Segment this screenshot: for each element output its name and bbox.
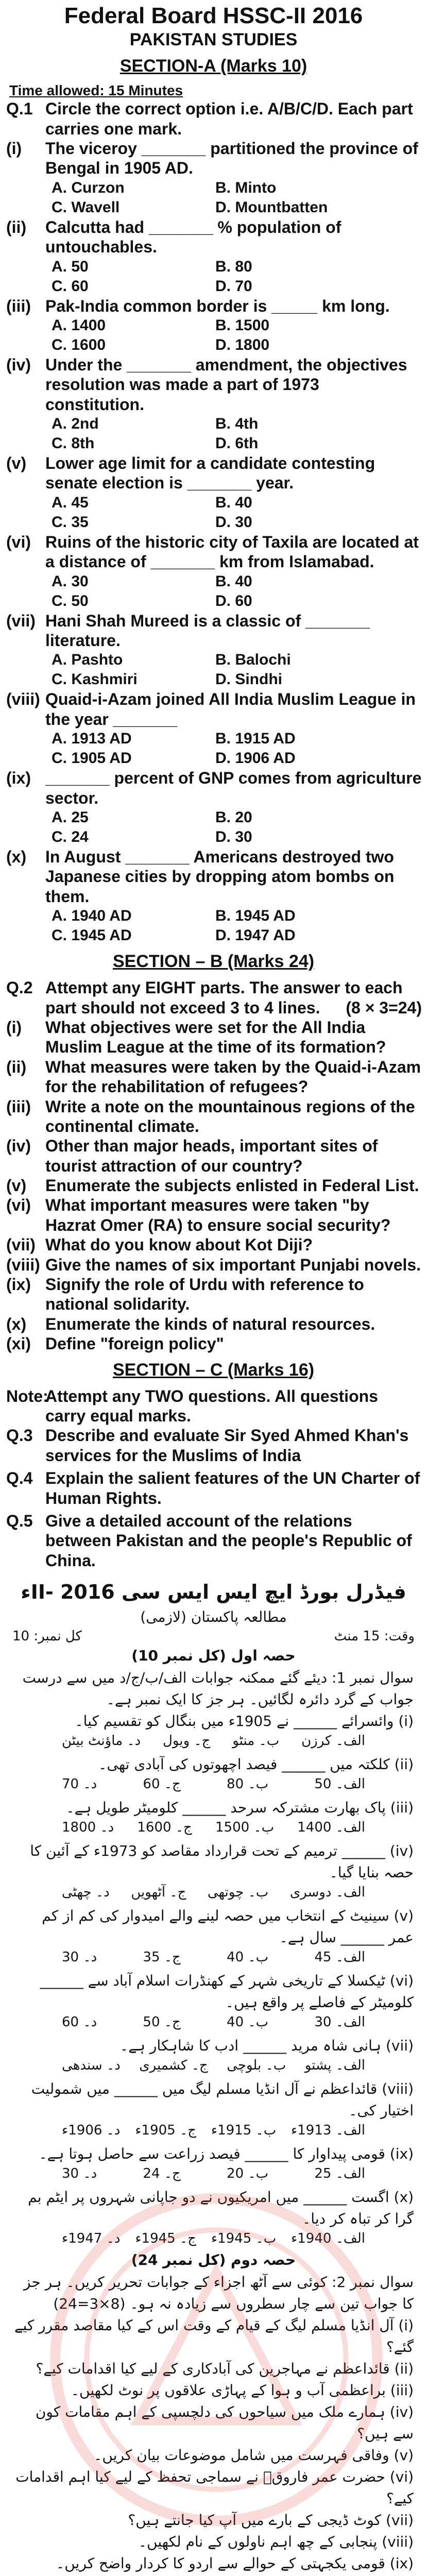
mcq-options-row — [52, 178, 379, 198]
urdu-mcq-option: ب۔ منٹو — [232, 1733, 280, 1749]
part-text: Define "foreign policy" — [45, 1334, 224, 1353]
mcq-options-row — [52, 650, 379, 670]
mcq-option: B. 80 — [215, 258, 252, 275]
urdu-part-text: (ix) قومی یکجہتی کے حوالے سے اردو کا کردار واضح کریں۔ — [56, 2555, 414, 2572]
mcq-options — [52, 572, 427, 611]
urdu-part-text: (v) وفاقی فہرست میں شامل موضوعات بیان کریں۔ — [94, 2447, 414, 2464]
part-number: (viii) — [6, 1255, 40, 1274]
mcq-options-row — [52, 572, 379, 591]
section-b-title: SECTION – B (Marks 24) — [112, 952, 315, 972]
mcq-number: (ix) — [6, 769, 31, 788]
urdu-mcq-options — [0, 1950, 427, 1965]
urdu-mcq-option: ب۔ چوتھی — [207, 1885, 269, 1901]
part-row — [0, 1097, 427, 1137]
mcq-number: (iv) — [6, 355, 31, 374]
urdu-mcq-text: (i) وائسرائے ______ نے 1905ء میں بنگال کو تقسیم کیا۔ — [75, 1713, 414, 1730]
urdu-mcq-text: (v) سینیٹ کے انتخاب میں حصہ لینے والے امیدوار کی کم از کم عمر ______ سال ہے۔ — [42, 1907, 414, 1946]
mcq-option: D. 70 — [215, 277, 252, 295]
urdu-mcq-option: الف۔ 25 — [314, 2166, 365, 2182]
urdu-mcq-options — [0, 2014, 427, 2030]
part-row — [0, 1314, 427, 1334]
mcq-option: B. 1500 — [215, 316, 270, 334]
mcq-text: Under the _______ amendment, the objectives resolution was made a part of 1973 constitution. — [45, 355, 407, 414]
mcq-options-row — [52, 316, 379, 335]
q1-instruction: Circle the correct option i.e. A/B/C/D. Each part carries one mark. — [45, 99, 413, 138]
mcq-option: B. 4th — [215, 415, 259, 433]
mcq-option: C. 60 — [52, 277, 89, 295]
mcq-options-row — [52, 591, 379, 611]
mcq-number: (v) — [6, 454, 27, 473]
urdu-mcq-option: د۔ 1947ء — [62, 2231, 121, 2247]
mcq-options-row — [52, 926, 379, 945]
part-row — [0, 1018, 427, 1057]
urdu-mcq-option: د۔ 60 — [62, 2014, 97, 2030]
q2-marks: (8 × 3=24) — [346, 998, 422, 1017]
section-c-title: SECTION – C (Marks 16) — [112, 1360, 315, 1380]
part-row — [0, 1275, 427, 1314]
paper-title: Federal Board HSSC-II 2016 — [64, 3, 363, 28]
mcq-number: (vii) — [6, 611, 36, 630]
mcq-row — [0, 689, 427, 729]
part-number: (iv) — [6, 1137, 31, 1156]
urdu-part-text: (vii) کوٹ ڈیجی کے بارے میں آپ کیا جانتے ہیں؟ — [128, 2512, 414, 2529]
mcq-text: In August _______ Americans destroyed two Japanese cities by dropping atom bombs on them. — [45, 848, 395, 906]
mcq-options — [52, 808, 427, 847]
mcq-option: B. Minto — [215, 179, 277, 196]
part-row — [0, 1136, 427, 1176]
mcq-row — [0, 139, 427, 178]
urdu-mcq-options — [0, 2231, 427, 2246]
urdu-mcq-option: ج۔ 24 — [143, 2166, 181, 2182]
urdu-mcq-option: ب۔ 40 — [227, 2014, 269, 2030]
urdu-mcq-text: (ix) قومی پیداوار کا ______ فیصد زراعت سے حاصل ہوتا ہے۔ — [39, 2145, 414, 2163]
section-c-question-list — [0, 1426, 427, 1570]
mcq-row — [0, 532, 427, 572]
mcq-option: D. Mountbatten — [215, 198, 328, 216]
q2-instruction — [45, 978, 427, 1018]
urdu-mcq-option: د۔ ماؤنٹ بیٹن — [62, 1733, 141, 1749]
part-text: What do you know about Kot Diji? — [45, 1235, 313, 1255]
mcq-option: A. Curzon — [52, 179, 125, 196]
mcq-number: (i) — [6, 139, 22, 158]
urdu-mcq-option: د۔ 30 — [62, 1950, 97, 1965]
mcq-number: (vi) — [6, 532, 31, 551]
long-question-text: Give a detailed account of the relations between Pakistan and the people's Republic of China. — [45, 1511, 412, 1570]
section-a-title: SECTION-A (Marks 10) — [119, 56, 308, 76]
urdu-mcq-option: الف۔ دوسری — [289, 1885, 365, 1901]
urdu-mcq-option: الف۔ 45 — [314, 1950, 365, 1965]
mcq-option: D. 1800 — [215, 336, 270, 353]
mcq-options — [52, 493, 427, 532]
urdu-mcq-option: الف۔ 1940ء — [291, 2231, 365, 2247]
long-question-text: Explain the salient features of the UN Charter of Human Rights. — [45, 1469, 420, 1507]
mcq-options-row — [52, 729, 379, 749]
mcq-options-row — [52, 827, 379, 847]
mcq-options-row — [52, 513, 379, 532]
urdu-mcq-list — [0, 1710, 427, 2246]
q2-number: Q.2 — [6, 978, 33, 997]
urdu-mcq-options — [0, 2166, 427, 2181]
long-question-number: Q.3 — [6, 1426, 33, 1445]
urdu-mcq-option: الف۔ 1400 — [297, 1820, 365, 1836]
urdu-mcq-option: ج۔ 1945ء — [135, 2231, 197, 2247]
q1-row — [0, 99, 427, 139]
urdu-mcq-option: ب۔ بلوچی — [227, 2058, 286, 2074]
mcq-option: B. 40 — [215, 494, 252, 511]
urdu-mcq-text: (x) اگست ______ میں امریکیوں نے دو جاپانی شہروں پر ایٹم بم گرا کر تباہ کر دیا۔ — [28, 2189, 414, 2228]
mcq-option: B. 1945 AD — [215, 907, 296, 925]
urdu-mcq-option: ب۔ 80 — [227, 1776, 269, 1792]
part-text: Enumerate the kinds of natural resources. — [45, 1314, 375, 1333]
section-b-part-list — [0, 1018, 427, 1354]
mcq-option: C. 50 — [52, 592, 89, 609]
q2-instruction-text: Attempt any EIGHT parts. The answer to each part should not exceed 3 to 4 lines. — [45, 978, 403, 1017]
time-allowed: Time allowed: 15 Minutes — [9, 82, 183, 99]
urdu-mcq-options — [0, 1885, 427, 1900]
mcq-options-row — [52, 670, 379, 689]
mcq-text: Quaid-i-Azam joined All India Muslim League in the year _______ — [45, 690, 416, 728]
part-number: (ix) — [6, 1275, 31, 1294]
urdu-mcq-option: ب۔ 1915ء — [211, 2123, 277, 2139]
urdu-mcq-option: الف۔ 50 — [314, 1776, 365, 1792]
urdu-mcq-text: (vi) ٹیکسلا کے تاریخی شہر کے کھنڈرات اسلام آباد سے ______ کلومیٹر کے فاصلے پر واقع ہیں۔ — [40, 1972, 414, 2011]
mcq-options-table — [52, 493, 379, 532]
mcq-option: C. 1600 — [52, 336, 106, 353]
urdu-mcq-option: د۔ 30 — [62, 2166, 97, 2182]
mcq-row — [0, 453, 427, 493]
mcq-options — [52, 316, 427, 355]
mcq-options-table — [52, 316, 379, 355]
urdu-mcq-option: ج۔ 60 — [143, 1776, 181, 1792]
mcq-option: B. 20 — [215, 809, 252, 826]
mcq-number: (viii) — [6, 690, 40, 709]
urdu-mcq-text: (ii) کلکتہ میں ______ فیصد اچھوتوں کی آبادی تھی۔ — [98, 1756, 414, 1773]
part-text: Signify the role of Urdu with reference to national solidarity. — [45, 1275, 364, 1314]
mcq-option: C. 8th — [52, 435, 95, 452]
part-text: Write a note on the mountainous regions of the continental climate. — [45, 1097, 415, 1136]
mcq-option: C. 1945 AD — [52, 927, 132, 944]
part-row — [0, 1334, 427, 1353]
part-number: (x) — [6, 1314, 27, 1333]
urdu-mcq-option: ب۔ 1500 — [215, 1820, 275, 1836]
urdu-part-text: (i) آل انڈیا مسلم لیگ کے قیام کے وقت اس کے کیا مقاصد مقرر کیے گئے؟ — [14, 2317, 414, 2356]
urdu-part-list — [0, 2315, 427, 2576]
mcq-options — [52, 729, 427, 768]
mcq-options-table — [52, 572, 379, 611]
mcq-option: B. Balochi — [215, 651, 291, 669]
mcq-option: D. 1947 AD — [215, 927, 296, 944]
mcq-options-row — [52, 434, 379, 453]
mcq-option: A. Pashto — [52, 651, 123, 669]
urdu-mcq-option: ج۔ کشمیری — [139, 2058, 208, 2074]
mcq-option: D. Sindhi — [215, 671, 282, 688]
urdu-mcq-options — [0, 1733, 427, 1749]
mcq-options — [52, 906, 427, 945]
mcq-options-table — [52, 808, 379, 847]
mcq-option: A. 50 — [52, 258, 89, 275]
long-question-row — [0, 1511, 427, 1570]
urdu-mcq-option: ج۔ 50 — [143, 2014, 181, 2030]
part-number: (xi) — [6, 1334, 31, 1353]
urdu-mcq-option: د۔ 70 — [62, 1776, 97, 1792]
mcq-options-table — [52, 650, 379, 689]
mcq-options-table — [52, 414, 379, 453]
note-label: Note: — [6, 1386, 48, 1405]
mcq-text: Calcutta had _______ % population of untouchables. — [45, 217, 341, 257]
urdu-mcq-options — [0, 1776, 427, 1792]
mcq-options-row — [52, 257, 379, 277]
urdu-mcq-options — [0, 1820, 427, 1835]
long-question-number: Q.5 — [6, 1511, 33, 1530]
long-question-text: Describe and evaluate Sir Syed Ahmed Khan's services for the Muslims of India — [45, 1426, 409, 1465]
mcq-option: C. Kashmiri — [52, 671, 138, 688]
long-question-number: Q.4 — [6, 1469, 33, 1488]
urdu-part-text: (vi) حضرت عمر فاروقؓ نے سماجی تحفظ کے لیے کیا اہم اقدامات کیے؟ — [15, 2468, 414, 2507]
part-number: (iii) — [6, 1097, 31, 1116]
part-number: (i) — [6, 1018, 22, 1037]
mcq-options-row — [52, 906, 379, 926]
urdu-part-text: (iii) براعظمی آب و ہوا کے پہاڑی علاقوں پر نوٹ لکھیں۔ — [71, 2382, 414, 2399]
mcq-options — [52, 257, 427, 296]
q1-number: Q.1 — [6, 99, 33, 118]
mcq-option: A. 45 — [52, 494, 89, 511]
part-text: Other than major heads, important sites of tourist attraction of our country? — [45, 1137, 378, 1175]
part-row — [0, 1057, 427, 1097]
urdu-mcq-text: (iii) پاک بھارت مشترکہ سرحد ______ کلومیٹر طویل ہے۔ — [66, 1799, 414, 1817]
urdu-mcq-option: الف۔ 1913ء — [291, 2123, 365, 2139]
urdu-mcq-option: ب۔ 20 — [227, 2166, 269, 2182]
urdu-section-a-head: حصہ اول (کل نمبر 10) — [131, 1647, 296, 1665]
urdu-mcq-option: ب۔ 40 — [227, 1950, 269, 1965]
long-question-row — [0, 1426, 427, 1465]
urdu-mcq-option: الف۔ 30 — [314, 2014, 365, 2030]
urdu-mcq-option: د۔ 1906ء — [62, 2123, 121, 2139]
mcq-options-table — [52, 729, 379, 768]
urdu-mcq-option: ج۔ ویول — [163, 1733, 211, 1749]
mcq-options — [52, 650, 427, 689]
mcq-option: A. 30 — [52, 572, 89, 590]
mcq-text: Ruins of the historic city of Taxila are located at a distance of _______ km from Islamabad. — [45, 532, 419, 571]
part-row — [0, 1235, 427, 1255]
mcq-options-table — [52, 178, 379, 217]
mcq-option: A. 2nd — [52, 415, 99, 433]
urdu-mcq-option: د۔ سندھی — [62, 2058, 121, 2074]
urdu-mcq-option: د۔ چھٹی — [62, 1885, 110, 1901]
mcq-option: A. 1940 AD — [52, 907, 132, 925]
part-row — [0, 1255, 427, 1275]
mcq-row — [0, 355, 427, 414]
urdu-section-b-head: حصہ دوم (کل نمبر 24) — [131, 2251, 296, 2269]
mcq-option: D. 6th — [215, 435, 259, 452]
mcq-list — [0, 139, 427, 945]
mcq-number: (ii) — [6, 217, 27, 236]
mcq-option: C. 24 — [52, 828, 89, 845]
mcq-text: Hani Shah Mureed is a classic of _______ literature. — [45, 611, 370, 650]
mcq-option: A. 1913 AD — [52, 730, 132, 748]
mcq-number: (x) — [6, 848, 27, 866]
mcq-options-row — [52, 493, 379, 513]
part-row — [0, 1176, 427, 1195]
mcq-options-row — [52, 335, 379, 355]
part-text: What objectives were set for the All India Muslim League at the time of its formation? — [45, 1018, 386, 1057]
part-number: (ii) — [6, 1057, 27, 1076]
urdu-mcq-option: ب۔ 1945ء — [211, 2231, 277, 2247]
part-row — [0, 1195, 427, 1235]
mcq-option: A. 25 — [52, 809, 89, 826]
mcq-row — [0, 217, 427, 257]
urdu-mcq-option: الف۔ کرزن — [301, 1733, 365, 1749]
mcq-option: C. Wavell — [52, 198, 120, 216]
urdu-mcq-option: الف۔ پشتو — [304, 2058, 365, 2074]
subject-title: PAKISTAN STUDIES — [129, 30, 298, 50]
mcq-option: A. 1400 — [52, 316, 106, 334]
note-row — [0, 1386, 427, 1426]
mcq-row — [0, 611, 427, 651]
mcq-option: C. 35 — [52, 513, 89, 531]
urdu-q2: سوال نمبر 2: کوئی سے آٹھ اجزاء کے جوابات تحریر کریں۔ ہر جز کا جواب تین سے چار سطروں سے زیادہ نہ ہو۔ (8×3=24) — [24, 2274, 414, 2313]
mcq-options — [52, 414, 427, 453]
urdu-mcq-option: ج۔ 1600 — [137, 1820, 192, 1836]
urdu-subject: مطالعہ پاکستان (لازمی) — [140, 1608, 287, 1626]
part-number: (vii) — [6, 1235, 36, 1255]
urdu-part-text: (viii) پنجابی کے چھ اہم ناولوں کے نام لکھیں۔ — [138, 2533, 414, 2551]
mcq-options-row — [52, 414, 379, 434]
mcq-option: D. 30 — [215, 828, 252, 845]
part-text: What important measures were taken "by Hazrat Omer (RA) to ensure social security? — [45, 1196, 391, 1234]
part-text: Enumerate the subjects enlisted in Federal List. — [45, 1176, 419, 1195]
mcq-number: (iii) — [6, 296, 31, 315]
mcq-options-table — [52, 906, 379, 945]
mcq-row — [0, 768, 427, 808]
mcq-row — [0, 847, 427, 906]
urdu-meta — [0, 1629, 427, 1644]
part-text: Give the names of six important Punjabi novels. — [45, 1255, 421, 1274]
urdu-time: وقت: 15 منٹ — [334, 1629, 415, 1645]
urdu-marks: کل نمبر: 10 — [12, 1629, 82, 1645]
urdu-version — [0, 1581, 427, 2576]
mcq-option: D. 1906 AD — [215, 750, 296, 767]
urdu-mcq-text: (iv) ______ ترمیم کے تحت قرارداد مقاصد کو 1973ء کے آئین کا حصہ بنایا گیا۔ — [30, 1842, 414, 1882]
mcq-options-row — [52, 749, 379, 768]
mcq-options — [52, 178, 427, 217]
urdu-mcq-option: ج۔ 1905ء — [135, 2123, 197, 2139]
note-text: Attempt any TWO questions. All questions carry equal marks. — [45, 1386, 378, 1425]
mcq-options-row — [52, 808, 379, 827]
mcq-text: The viceroy _______ partitioned the province of Bengal in 1905 AD. — [45, 139, 418, 178]
part-number: (v) — [6, 1176, 27, 1195]
mcq-options-row — [52, 277, 379, 296]
mcq-text: Lower age limit for a candidate contesting senate election is _______ year. — [45, 454, 375, 493]
mcq-text: _______ percent of GNP comes from agriculture sector. — [45, 769, 422, 807]
mcq-options-table — [52, 257, 379, 296]
urdu-mcq-options — [0, 2058, 427, 2073]
mcq-option: B. 40 — [215, 572, 252, 590]
urdu-part-text: (ii) قائداعظم نے مہاجرین کی آبادکاری کے لیے کیا اقدامات کیے؟ — [36, 2360, 414, 2378]
part-text: What measures were taken by the Quaid-i-Azam for the rehabilitation of refugees? — [45, 1057, 421, 1096]
urdu-mcq-options — [0, 2123, 427, 2138]
urdu-q1: سوال نمبر 1: دیئے گئے ممکنہ جوابات الف/ب/ج/د میں سے درست جواب کے گرد دائرہ لگائیں۔ ہر جز کا ایک نمبر ہے۔ — [22, 1669, 414, 1708]
mcq-row — [0, 296, 427, 316]
urdu-mcq-option: ج۔ 35 — [143, 1950, 181, 1965]
urdu-paper-title: فیڈرل بورڈ ایچ ایس ایس سی II- 2016ء — [21, 1581, 406, 1604]
urdu-mcq-option: د۔ 1800 — [62, 1820, 114, 1836]
mcq-option: D. 60 — [215, 592, 252, 609]
mcq-options-row — [52, 198, 379, 217]
mcq-option: D. 30 — [215, 513, 252, 531]
urdu-part-text: (iv) ہمارے ملک میں سیاحوں کی دلچسپی کے اہم مقامات کون سے ہیں؟ — [35, 2403, 414, 2443]
urdu-mcq-text: (vii) ہانی شاہ مرید ______ ادب کا شاہکار ہے۔ — [119, 2037, 414, 2055]
long-question-row — [0, 1468, 427, 1508]
mcq-option: B. 1915 AD — [215, 730, 296, 748]
mcq-option: C. 1905 AD — [52, 750, 132, 767]
part-number: (vi) — [6, 1196, 31, 1215]
urdu-mcq-option: ج۔ آٹھویں — [131, 1885, 186, 1901]
q2-row — [0, 978, 427, 1018]
urdu-mcq-text: (viii) قائداعظم نے آل انڈیا مسلم لیگ میں ______ میں شمولیت اختیار کی۔ — [31, 2080, 414, 2120]
mcq-text: Pak-India common border is _____ km long. — [45, 296, 390, 315]
